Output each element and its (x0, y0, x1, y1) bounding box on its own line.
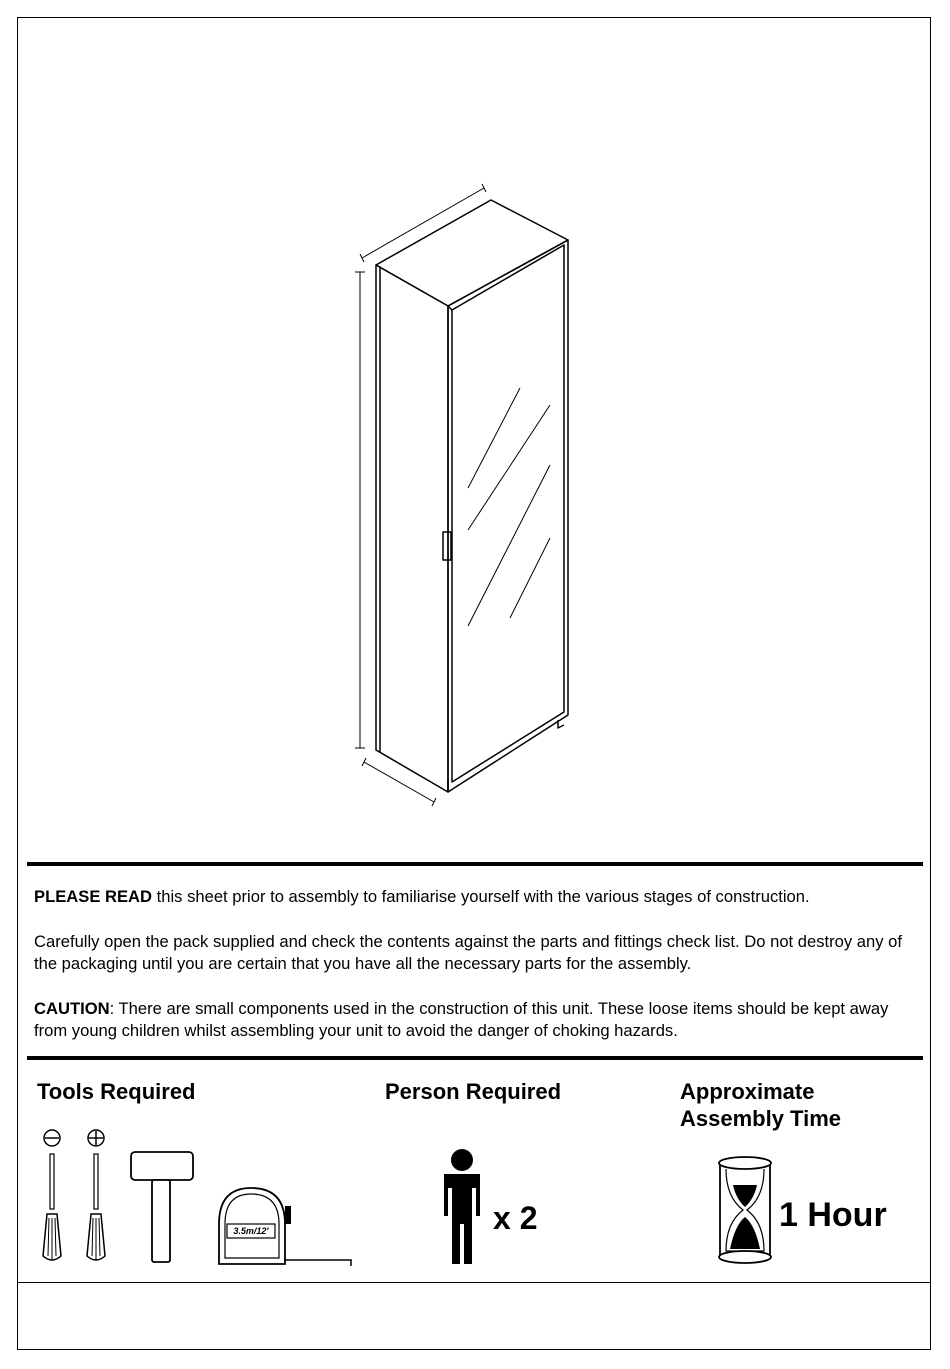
persons-heading: Person Required (385, 1079, 562, 1104)
hammer-icon (128, 1146, 198, 1266)
footer-divider (17, 1282, 931, 1283)
time-heading (680, 1078, 841, 1132)
time-heading-line1: Approximate (680, 1079, 815, 1104)
divider-bottom (27, 1056, 923, 1060)
wardrobe-illustration (330, 180, 590, 830)
tape-measure (205, 1184, 355, 1268)
persons-count: x 2 (493, 1200, 538, 1236)
please-read-note (34, 886, 914, 908)
caution-note (34, 998, 914, 1042)
please-read-text: this sheet prior to assembly to familiarise yourself with the various stages of construction. (152, 887, 810, 906)
caution-label: CAUTION (34, 999, 110, 1018)
check-contents-note: Carefully open the pack supplied and check the contents against the parts and fittings check list. Do not destroy any of the packaging until you are certain that you have all the necessary parts for the assembly. (34, 932, 902, 973)
time-heading-line2: Assembly Time (680, 1106, 842, 1131)
phillips-screwdriver-icon (81, 1126, 111, 1266)
time-value: 1 Hour (779, 1196, 887, 1234)
please-read-label: PLEASE READ (34, 887, 153, 906)
flat-screwdriver-icon (37, 1126, 67, 1266)
divider-top (27, 862, 923, 866)
tools-heading: Tools Required (37, 1079, 196, 1104)
person-icon (438, 1146, 488, 1266)
caution-text: : There are small components used in the construction of this unit. These loose items should be kept away from young children whilst assembling your unit to avoid the danger of choking hazards. (34, 999, 889, 1040)
assembly-notes (34, 886, 914, 1065)
tape-measure-label: 3.5m/12' (233, 1226, 269, 1236)
hourglass-icon (710, 1155, 780, 1265)
